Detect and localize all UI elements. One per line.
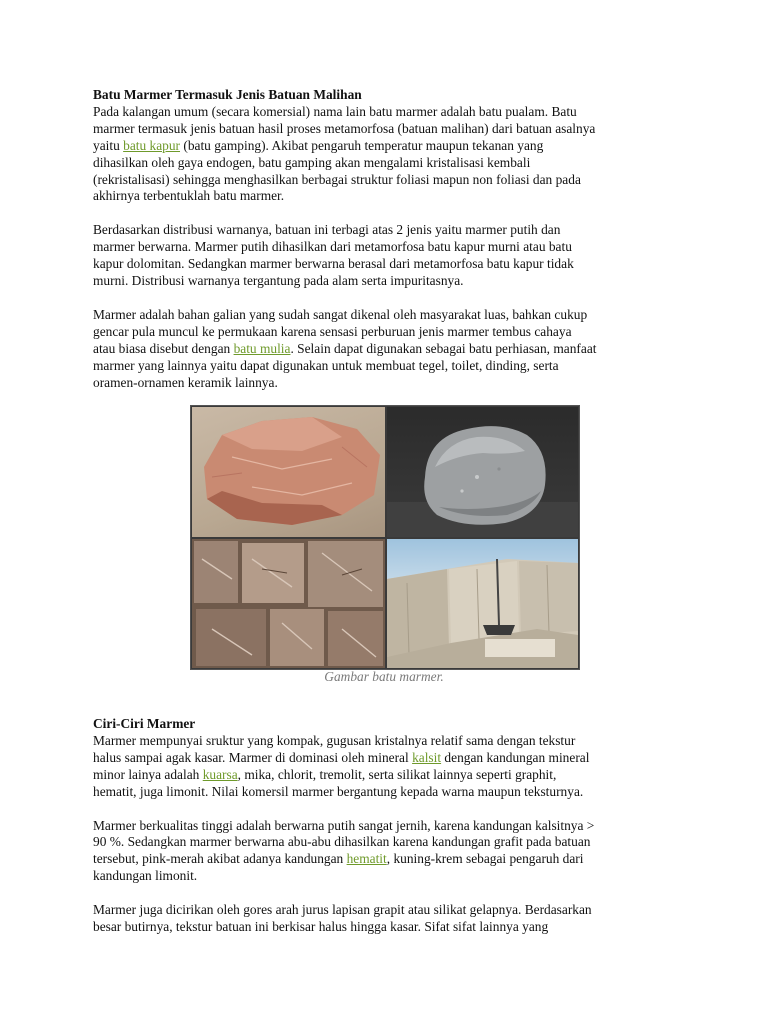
paragraph-gores: Marmer juga dicirikan oleh gores arah jurus lapisan grapit atau silikat gelapnya. Berdasarkan besar butirnya, tekstur batuan ini berkisar halus hingga kasar. Sifat sifat lainnya yang [93,902,592,935]
heading-ciri-ciri: Ciri-Ciri Marmer [93,716,196,731]
figure-caption: Gambar batu marmer. [324,669,444,684]
link-kalsit[interactable]: kalsit [412,749,442,765]
section-intro [93,87,683,392]
link-kuarsa[interactable]: kuarsa [202,766,238,782]
paragraph-distribusi: Berdasarkan distribusi warnanya, batuan ini terbagi atas 2 jenis yaitu marmer putih dan marmer berwarna. Marmer putih dihasilkan dari metamorfosa batu kapur murni atau batu kapur dolomitan. Sedangkan marmer berwarna berasal dari metamorfosa batu kapur tidak murni. Distribusi warnanya tergantung pada alam serta impuritasnya. [93,222,574,289]
paragraph-bahan-galian: Marmer adalah bahan galian yang sudah sangat dikenal oleh masyarakat luas, bahkan cukup gencar pula muncul ke permukaan karena sensasi perburuan jenis marmer tembus cahaya atau biasa disebut dengan batu mulia. Selain dapat digunakan sebagai batu perhiasan, manfaat marmer yang lainnya yaitu dapat digunakan untuk membuat tegel, toilet, dinding, serta oramen-ornamen keramik lainnya. [93,306,597,390]
intro-text: Batu Marmer Termasuk Jenis Batuan Malihan Pada kalangan umum (secara komersial) nama lain batu marmer adalah batu pualam. Batu marmer termasuk jenis batuan hasil proses metamorfosa (batuan malihan) dari batuan asalnya yaitu batu kapur (batu gamping). Akibat pengaruh temperatur maupun tekanan yang dihasilkan oleh gaya endogen, batu gamping akan mengalami kristalisasi kembali (rekristalisasi) sehingga menghasilkan berbagai struktur foliasi mapun non foliasi dan pada akhirnya terbentuklah batu marmer. [93,87,683,205]
photo-brown-marble-blocks [192,539,385,668]
ciri-text: Ciri-Ciri Marmer Marmer mempunyai sruktur yang kompak, gugusan kristalnya relatif sama dengan tekstur halus sampai agak kasar. Marmer di dominasi oleh mineral kalsit dengan kandungan mineral minor lainya adalah kuarsa, mika, chlorit, tremolit, serta silikat lainnya seperti graphit, hematit, juga limonit. Nilai komersil marmer bergantung kepada warna maupun teksturnya. [93,716,683,801]
photo-marble-quarry [387,539,578,668]
paragraph-kualitas: Marmer berkualitas tinggi adalah berwarna putih sangat jernih, karena kandungan kalsitnya > 90 %. Sedangkan marmer berwarna abu-abu dihasilkan karena kandungan grafit pada batuan tersebut, pink-merah akibat adanya kandungan hematit, kuning-krem sebagai pengaruh dari kandungan limonit. [93,817,595,884]
photo-grey-marble-rock [387,407,578,537]
photo-pink-marble-rock [192,407,385,537]
section-ciri-ciri [93,716,683,936]
heading-batu-marmer: Batu Marmer Termasuk Jenis Batuan Malihan [93,87,362,102]
link-batu-kapur[interactable]: batu kapur [123,137,181,153]
link-batu-mulia[interactable]: batu mulia [233,340,291,356]
marble-photo-collage [190,405,580,670]
link-hematit[interactable]: hematit [346,851,387,867]
